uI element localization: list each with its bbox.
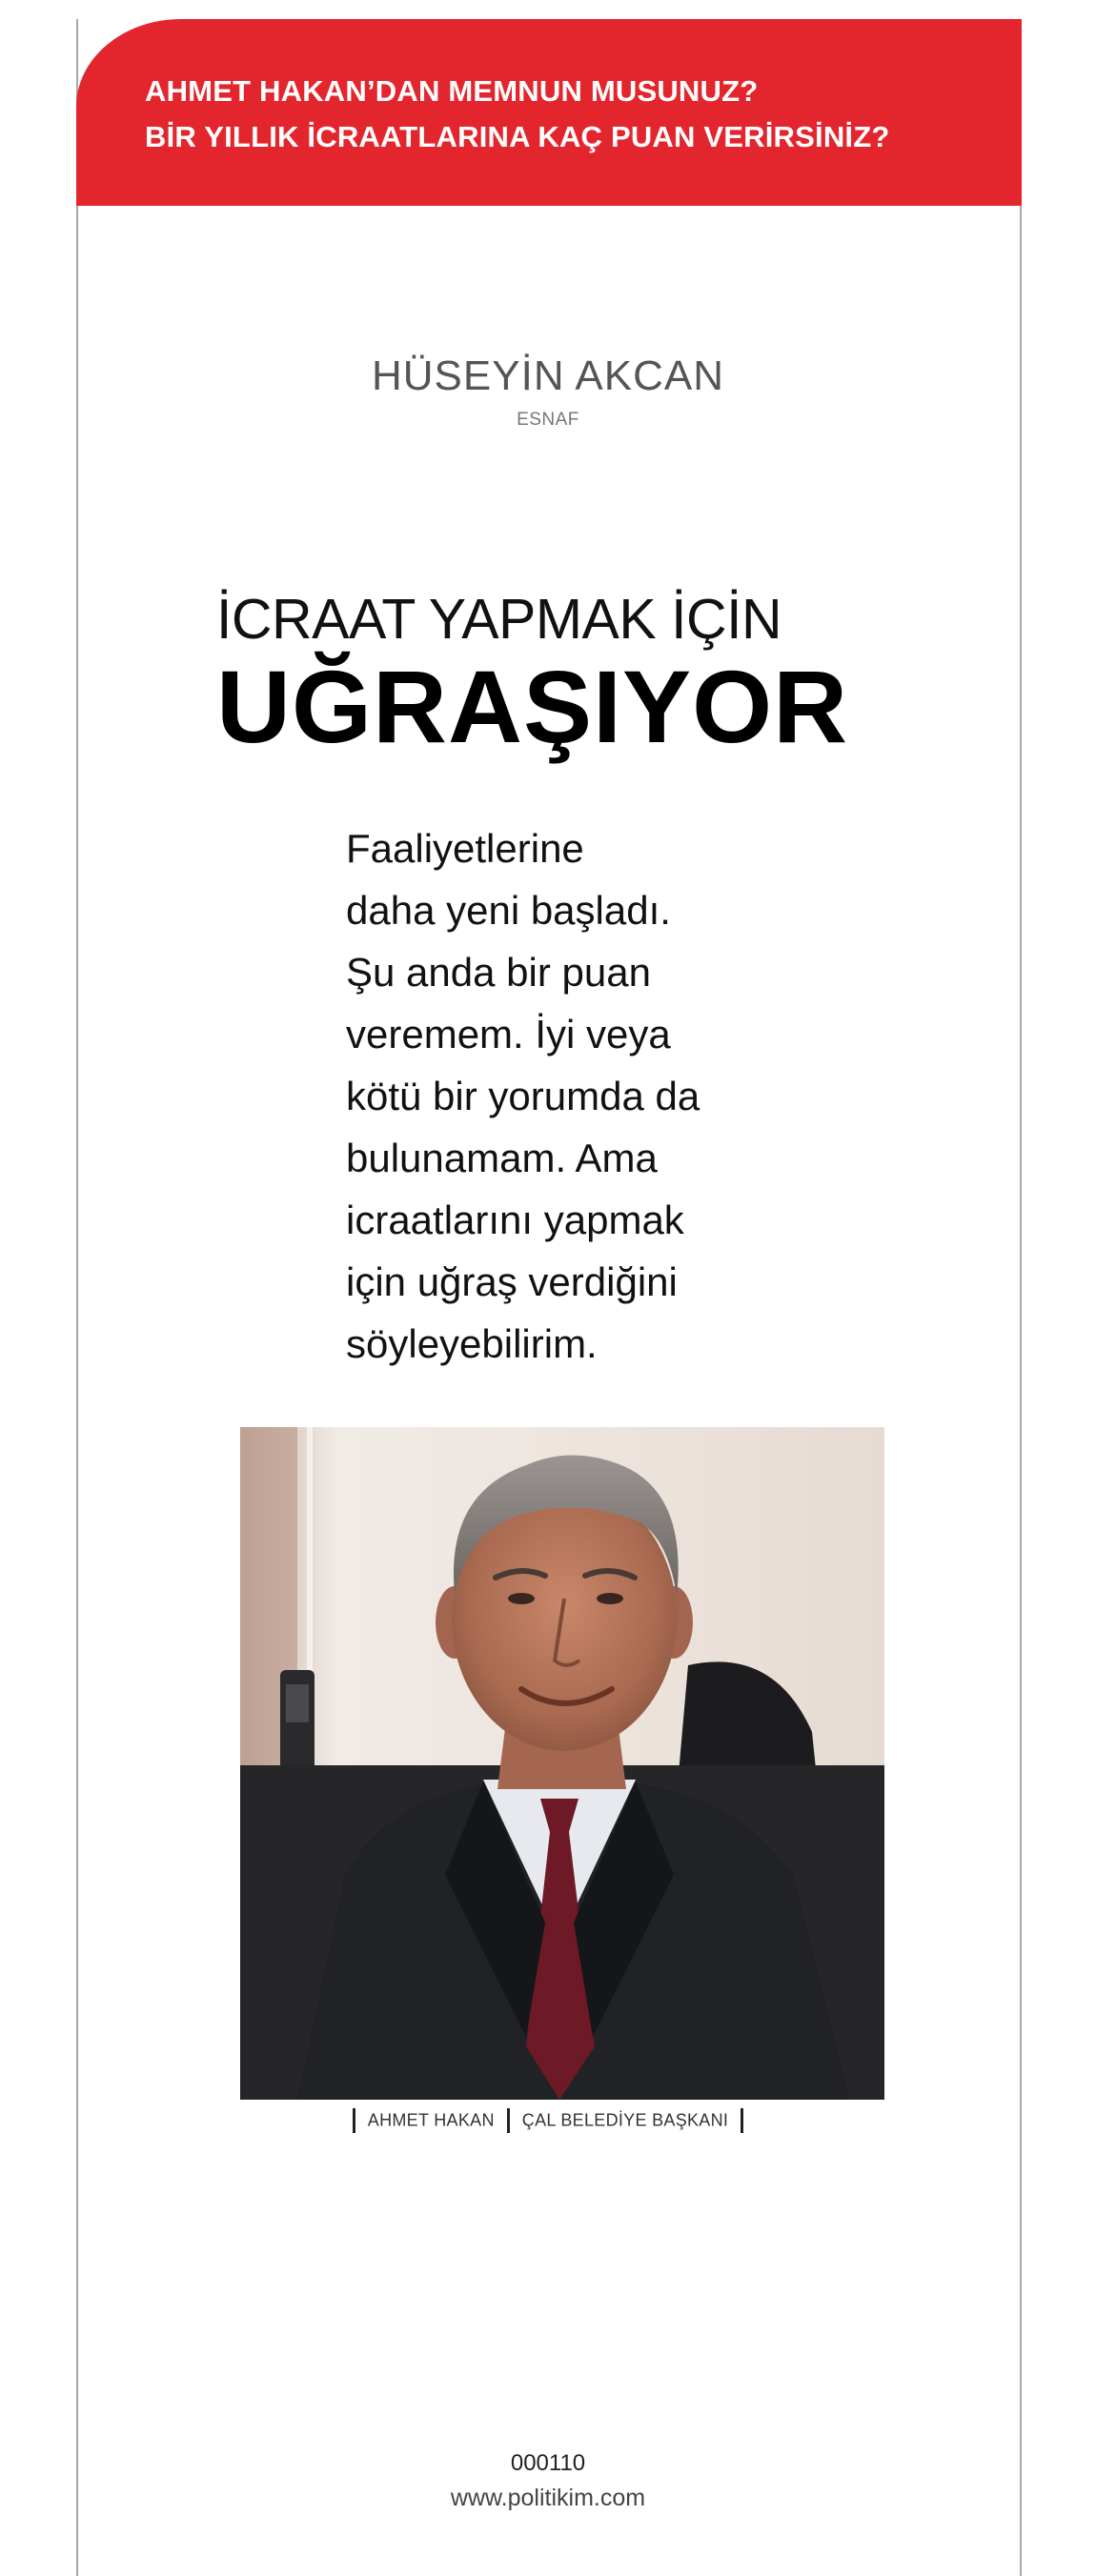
quote-line: veremem. İyi veya (346, 1012, 671, 1057)
quote-line: söyleyebilirim. (346, 1321, 598, 1366)
quote-line: daha yeni başladı. (346, 888, 671, 933)
banner-question-2: BİR YILLIK İCRAATLARINA KAÇ PUAN VERİRSİNİZ? (145, 120, 890, 153)
caption-divider (741, 2108, 743, 2133)
footer-url[interactable]: www.politikim.com (450, 2485, 646, 2511)
caption-divider (353, 2108, 355, 2133)
quote-line: Şu anda bir puan (346, 950, 651, 995)
quote-line: icraatlarını yapmak (346, 1197, 684, 1242)
author-role: ESNAF (517, 410, 579, 430)
caption-divider (507, 2108, 510, 2133)
footer-code: 000110 (510, 2450, 586, 2476)
quote-text (346, 817, 746, 1375)
quote-line: bulunamam. Ama (346, 1136, 658, 1180)
quote-line: için uğraş verdiğini (346, 1259, 678, 1304)
header-banner (76, 19, 1022, 206)
banner-question-1: AHMET HAKAN’DAN MEMNUN MUSUNUZ? (145, 74, 759, 108)
photo-caption (0, 2108, 1096, 2133)
headline-main: UĞRAŞIYOR (216, 649, 849, 764)
headline-kicker: İCRAAT YAPMAK İÇİN (216, 588, 782, 651)
portrait-photo (240, 1427, 884, 2100)
quote-line: kötü bir yorumda da (346, 1074, 700, 1118)
quote-line: Faaliyetlerine (346, 826, 584, 871)
caption-title: ÇAL BELEDİYE BAŞKANI (521, 2110, 729, 2130)
caption-name: AHMET HAKAN (367, 2110, 495, 2130)
author-name: HÜSEYİN AKCAN (372, 352, 724, 399)
